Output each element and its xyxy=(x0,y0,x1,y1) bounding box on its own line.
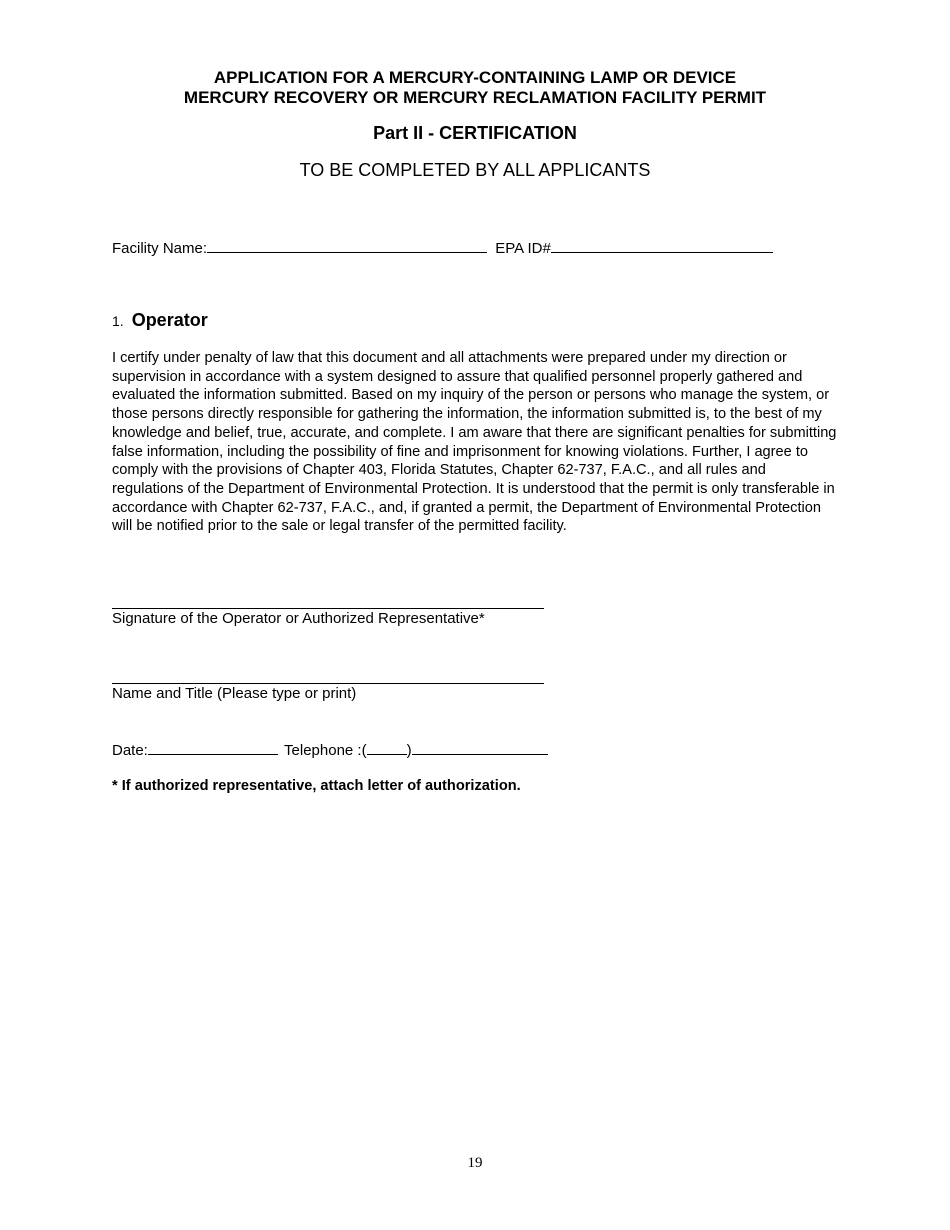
subtitle: TO BE COMPLETED BY ALL APPLICANTS xyxy=(299,160,651,180)
form-title-line-1: APPLICATION FOR A MERCURY-CONTAINING LAMP OR DEVICE xyxy=(213,68,737,87)
certification-paragraph: I certify under penalty of law that this document and all attachments were prepared under my direction or supervision in accordance with a system designed to assure that qualified personnel properly gathered and evaluated the information submitted. Based on my inquiry of the person or persons who manage the system, or those persons directly responsible for gathering the information, the information submitted is, to the best of my knowledge and belief, true, accurate, and complete. I am aware that there are significant penalties for submitting false information, including the possibility of fine and imprisonment for knowing violations. Further, I agree to comply with the provisions of Chapter 403, Florida Statutes, Chapter 62-737, F.A.C., and all rules and regulations of the Department of Environmental Protection. It is understood that the permit is only transferable in accordance with Chapter 62-737, F.A.C., and, if granted a permit, the Department of Environmental Protection will be notified prior to the sale or legal transfer of the permitted facility. xyxy=(112,350,837,535)
facility-row xyxy=(112,238,773,259)
epa-id-label: EPA ID# xyxy=(495,240,551,257)
area-code-field[interactable] xyxy=(367,740,407,755)
name-title-line[interactable] xyxy=(112,683,544,684)
facility-name-label: Facility Name: xyxy=(112,240,208,257)
form-title-line-2: MERCURY RECOVERY OR MERCURY RECLAMATION FACILITY PERMIT xyxy=(183,88,767,107)
name-title-label: Name and Title (Please type or print) xyxy=(112,685,357,702)
authorization-note: * If authorized representative, attach letter of authorization. xyxy=(112,778,521,794)
date-label: Date: xyxy=(112,742,148,759)
section-title: Operator xyxy=(131,310,208,330)
telephone-field[interactable] xyxy=(412,740,548,755)
date-telephone-row xyxy=(112,740,548,759)
signature-line[interactable] xyxy=(112,608,544,609)
epa-id-field[interactable] xyxy=(551,238,773,253)
section-heading xyxy=(112,310,208,331)
signature-label: Signature of the Operator or Authorized Representative* xyxy=(112,610,485,627)
telephone-label: Telephone :( xyxy=(284,742,367,759)
date-field[interactable] xyxy=(148,740,278,755)
part-heading: Part II - CERTIFICATION xyxy=(373,123,577,143)
telephone-close-paren: ) xyxy=(406,742,412,759)
facility-name-field[interactable] xyxy=(207,238,487,253)
section-number: 1. xyxy=(112,313,124,329)
page-number: 19 xyxy=(467,1155,483,1171)
